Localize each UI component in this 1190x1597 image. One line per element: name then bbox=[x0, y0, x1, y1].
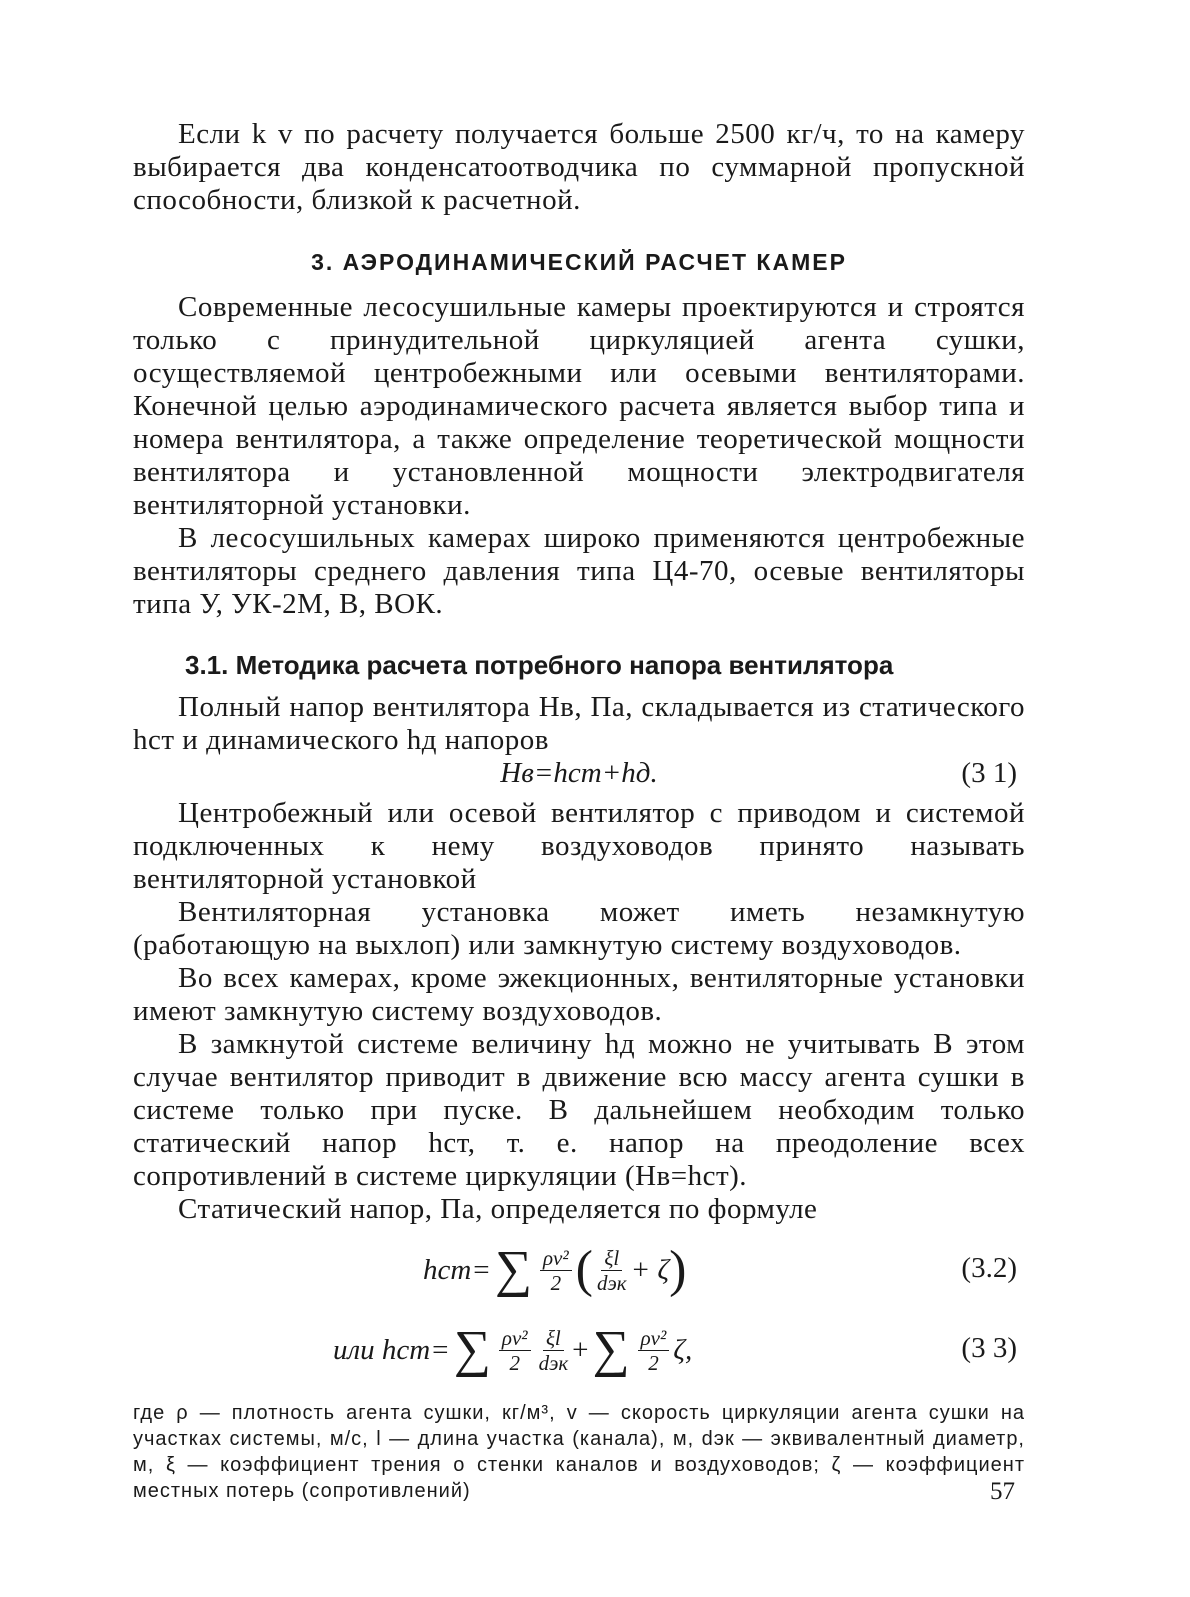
equation-3-1-number: (3 1) bbox=[961, 757, 1017, 789]
eq3-tail: ζ, bbox=[673, 1333, 693, 1366]
eq3-plus: + bbox=[572, 1333, 589, 1366]
variables-footnote: где ρ — плотность агента сушки, кг/м³, v — скорость циркуляции агента сушки на участках системы, м/с, l — длина участка (канала), м, dэк — эквивалентный диаметр, м, ξ — коэффициент трения о стенки каналов и воздуховодов; ζ — коэффициент местных потерь (сопротивлений) bbox=[133, 1402, 1025, 1502]
eq2-frac2-num: ξl bbox=[601, 1246, 622, 1271]
eq3-fraction-3 bbox=[638, 1326, 670, 1375]
equation-3-2-number: (3.2) bbox=[961, 1252, 1017, 1284]
eq3-sigma-1: ∑ bbox=[453, 1321, 491, 1378]
eq3-sigma-2: ∑ bbox=[592, 1321, 630, 1378]
equation-3-3-number: (3 3) bbox=[961, 1332, 1017, 1364]
eq3-frac2-num: ξl bbox=[543, 1326, 564, 1351]
installation-paragraph: Вентиляторная установка может иметь незамкнутую (работающую на выхлоп) или замкнутую систему воздуховодов. bbox=[133, 896, 1025, 961]
eq3-frac1-num: ρv² bbox=[499, 1326, 531, 1351]
section-paragraph-2: В лесосушильных камерах широко применяются центробежные вентиляторы среднего давления типа Ц4-70, осевые вентиляторы типа У, УК-2М, В, ВОК. bbox=[133, 522, 1025, 620]
eq2-left-paren: ( bbox=[575, 1241, 593, 1298]
eq2-sigma: ∑ bbox=[494, 1241, 532, 1298]
eq3-frac3-den: 2 bbox=[648, 1350, 659, 1375]
eq2-right-paren: ) bbox=[669, 1241, 687, 1298]
full-head-paragraph: Полный напор вентилятора Нв, Па, складывается из статического hст и динамического hд напоров bbox=[133, 691, 1025, 756]
eq3-fraction-2 bbox=[539, 1326, 569, 1375]
eq3-frac2-den: dэк bbox=[538, 1350, 569, 1375]
equation-3-3 bbox=[133, 1314, 1025, 1386]
equation-3-2 bbox=[133, 1234, 1025, 1306]
closed-system-paragraph: В замкнутой системе величину hд можно не учитывать В этом случае вентилятор приводит в движение всю массу агента сушки в системе только при пуске. В дальнейшем необходим только статический напор hст, т. е. напор на преодоление всех сопротивлений в системе циркуляции (Нв=hст). bbox=[133, 1028, 1025, 1192]
eq3-frac1-den: 2 bbox=[509, 1350, 520, 1375]
eq3-lhs: или hст= bbox=[333, 1333, 450, 1366]
eq2-lhs: hст= bbox=[423, 1253, 491, 1286]
eq2-frac1-num: ρv² bbox=[540, 1246, 572, 1271]
eq2-frac1-den: 2 bbox=[550, 1270, 562, 1295]
static-head-paragraph: Статический напор, Па, определяется по формуле bbox=[178, 1193, 818, 1225]
eq3-fraction-1 bbox=[499, 1326, 531, 1375]
eq3-frac3-num: ρv² bbox=[638, 1326, 670, 1351]
page-content bbox=[133, 118, 1025, 1504]
eq2-frac2-den: dэк bbox=[597, 1270, 627, 1295]
equation-3-1-body: Нв=hст+hд. bbox=[500, 757, 658, 789]
all-chambers-paragraph: Во всех камерах, кроме эжекционных, вентиляторные установки имеют замкнутую систему воздуховодов. bbox=[133, 962, 1025, 1027]
centrifugal-paragraph: Центробежный или осевой вентилятор с приводом и системой подключенных к нему воздуховодов принято называть вентиляторной установкой bbox=[133, 797, 1025, 895]
section-paragraph-1: Современные лесосушильные камеры проектируются и строятся только с принудительной циркуляцией агента сушки, осуществляемой центробежными или осевыми вентиляторами. Конечной целью аэродинамического расчета является выбор типа и номера вентилятора, а также определение теоретической мощности вентилятора и установленной мощности электродвигателя вентиляторной установки. bbox=[133, 291, 1025, 521]
eq2-plus-zeta: + ζ bbox=[630, 1253, 670, 1286]
page-number: 57 bbox=[990, 1478, 1015, 1505]
equation-3-1 bbox=[133, 757, 1025, 797]
eq2-fraction-2 bbox=[597, 1246, 627, 1295]
eq2-fraction-1 bbox=[540, 1246, 572, 1295]
section-title: 3. АЭРОДИНАМИЧЕСКИЙ РАСЧЕТ КАМЕР bbox=[311, 249, 847, 275]
subsection-title: 3.1. Методика расчета потребного напора вентилятора bbox=[185, 650, 894, 680]
intro-paragraph: Если k v по расчету получается больше 2500 кг/ч, то на камеру выбирается два конденсатоотводчика по суммарной пропускной способности, близкой к расчетной. bbox=[133, 118, 1025, 216]
